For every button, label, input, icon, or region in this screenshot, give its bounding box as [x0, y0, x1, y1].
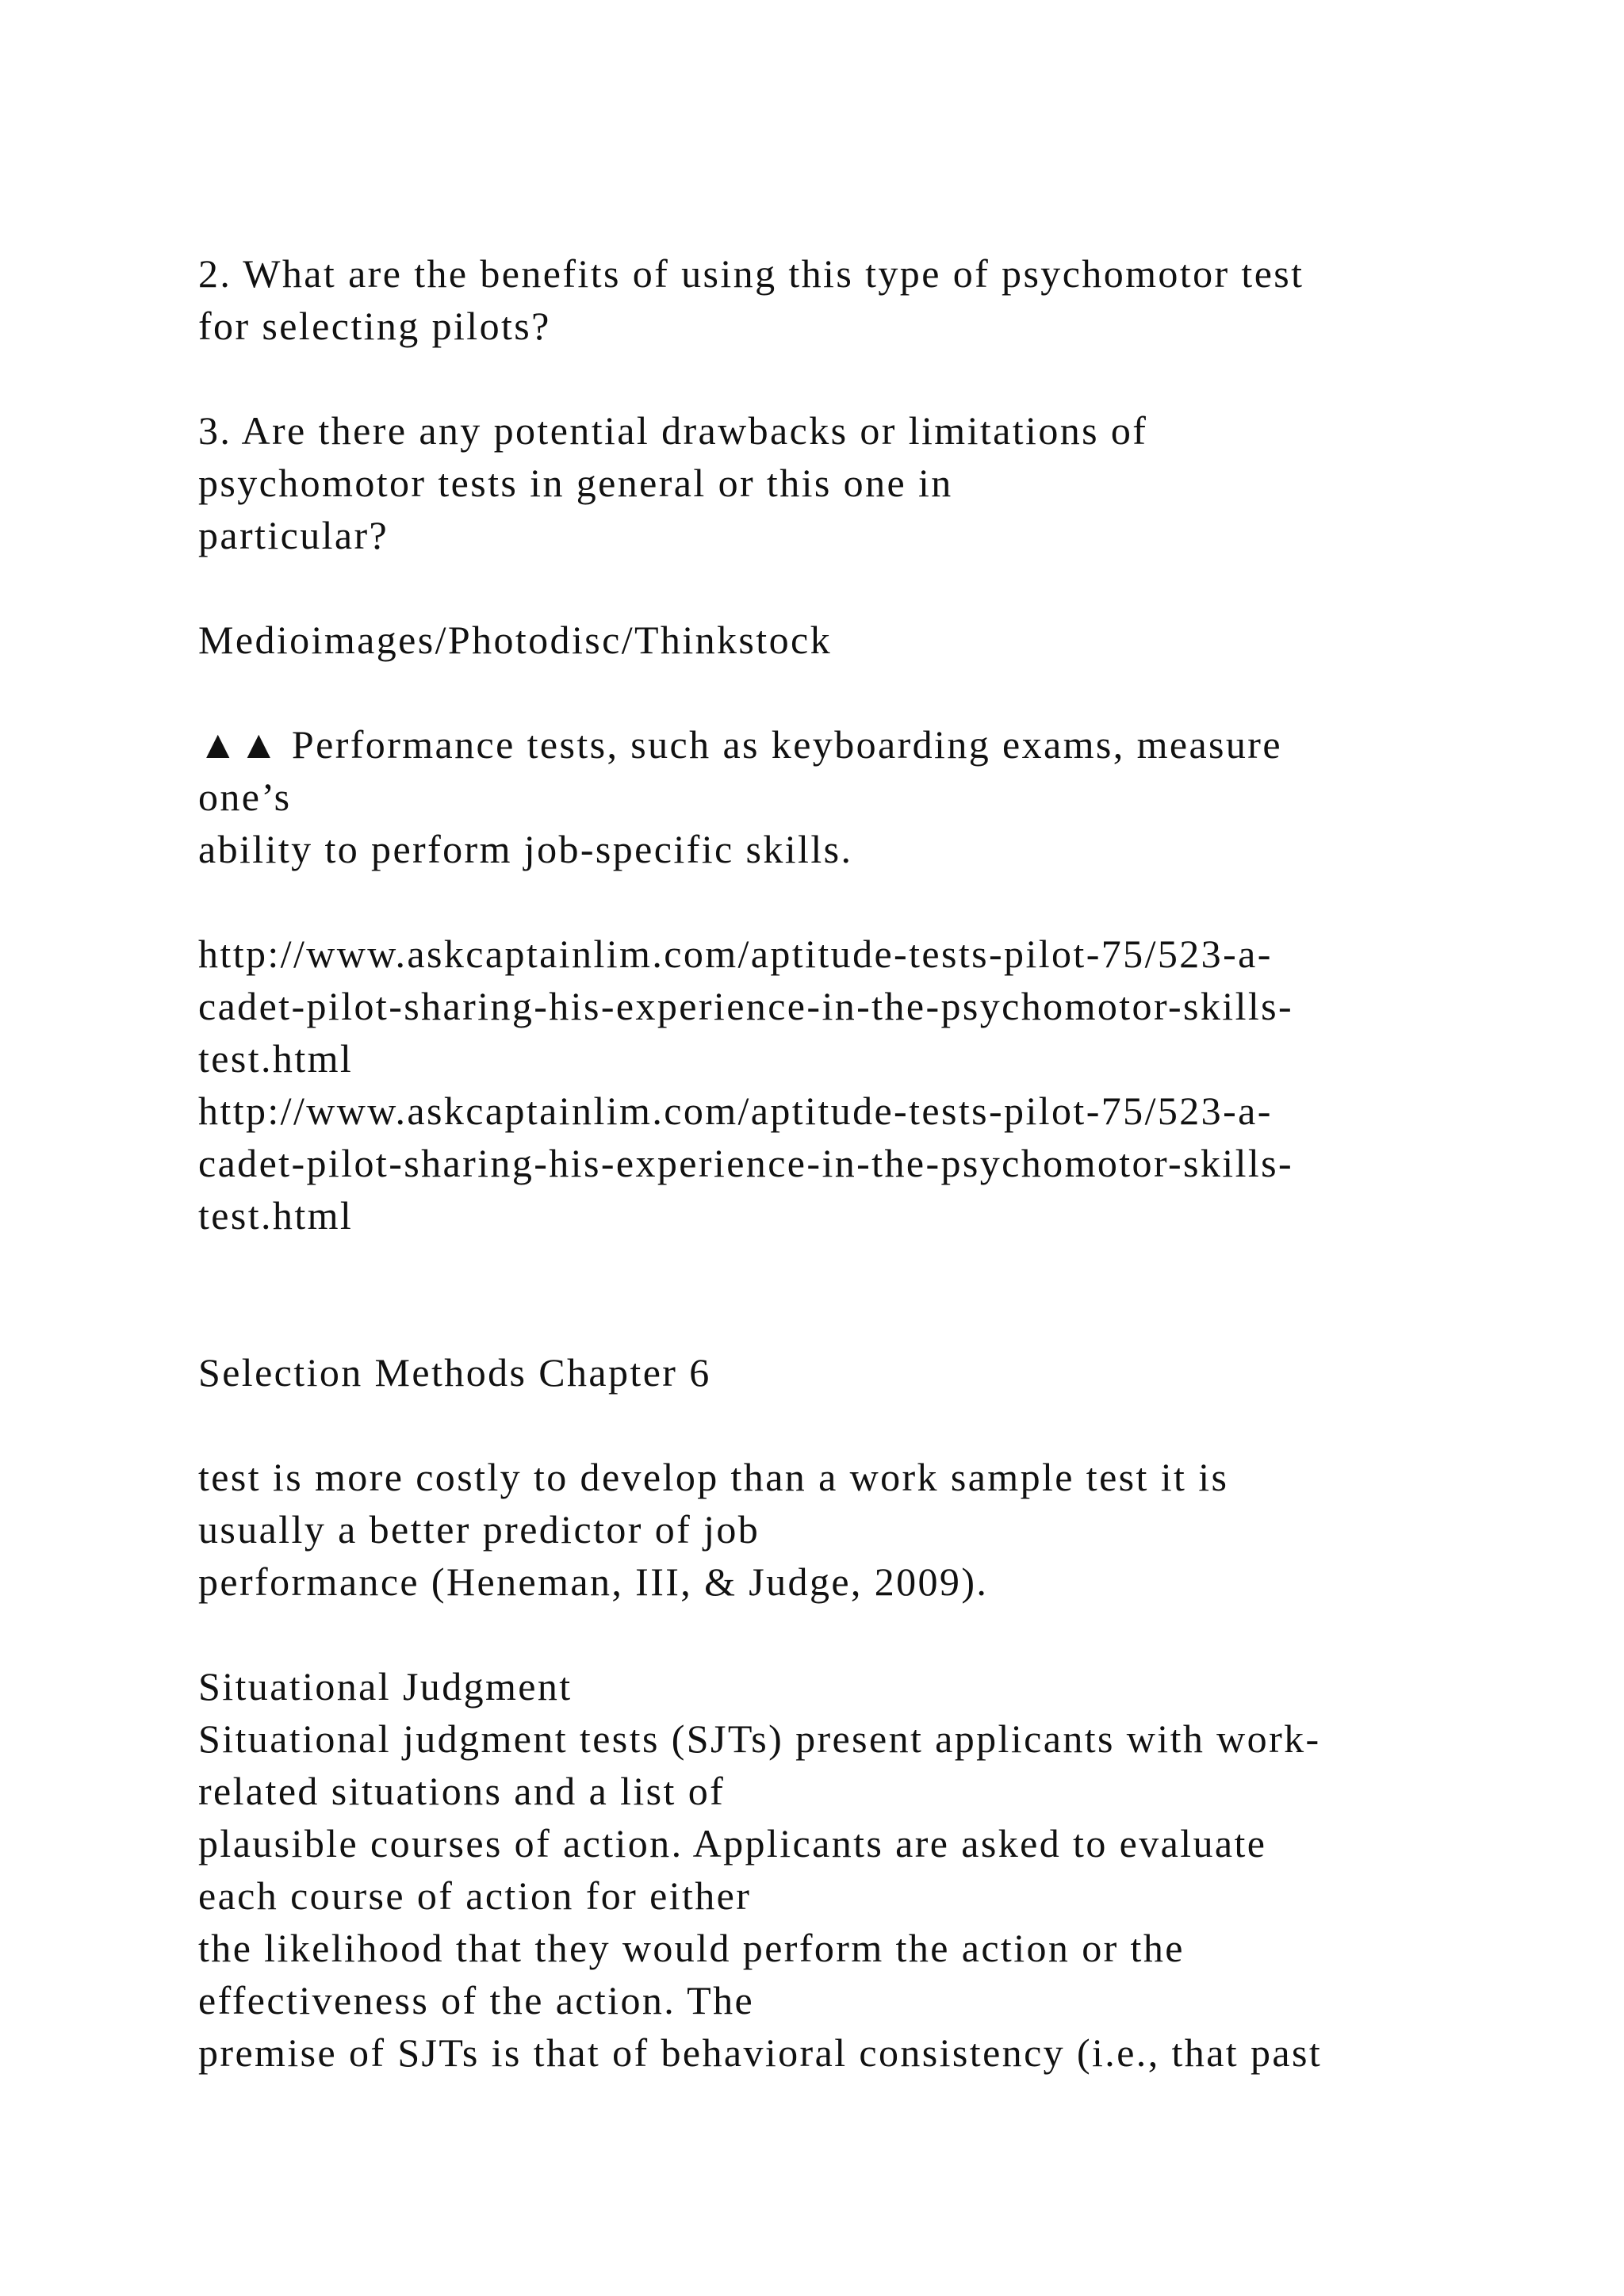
source-url-line-1[interactable]: http://www.askcaptainlim.com/aptitude-tests-pilot-75/523-a-: [198, 932, 1273, 976]
continuation-line-1: test is more costly to develop than a work sample test it is: [198, 1455, 1229, 1499]
question-3-line-2: psychomotor tests in general or this one in: [198, 461, 953, 505]
triangle-marker-icon: ▲▲: [198, 722, 280, 767]
running-head-text: Selection Methods Chapter 6: [198, 1350, 711, 1395]
source-url-line-5[interactable]: cadet-pilot-sharing-his-experience-in-the-psychomotor-skills-: [198, 1141, 1294, 1185]
question-2: [198, 247, 1546, 352]
photo-caption-line-1: [198, 718, 1546, 771]
source-url-line-4[interactable]: http://www.askcaptainlim.com/aptitude-tests-pilot-75/523-a-: [198, 1089, 1273, 1133]
source-url-line-3[interactable]: test.html: [198, 1036, 354, 1081]
photo-credit-text: Medioimages/Photodisc/Thinkstock: [198, 618, 832, 662]
continuation-line-2: usually a better predictor of job: [198, 1507, 760, 1552]
section-line-7: premise of SJTs is that of behavioral consistency (i.e., that past: [198, 2030, 1323, 2075]
section-line-2: related situations and a list of: [198, 1769, 726, 1813]
running-head: [198, 1346, 1546, 1399]
situational-judgment-section: [198, 1660, 1546, 2079]
continuation-line-3: performance (Heneman, III, & Judge, 2009).: [198, 1559, 989, 1604]
question-3: [198, 404, 1546, 561]
question-2-line-1: 2. What are the benefits of using this type of psychomotor test: [198, 251, 1304, 296]
photo-caption-text: Performance tests, such as keyboarding exams, measure: [291, 722, 1282, 767]
question-3-line-1: 3. Are there any potential drawbacks or limitations of: [198, 408, 1148, 453]
section-line-6: effectiveness of the action. The: [198, 1978, 755, 2022]
section-line-1: Situational judgment tests (SJTs) present applicants with work-: [198, 1716, 1321, 1761]
photo-credit: [198, 614, 1546, 666]
continuation-paragraph: [198, 1451, 1546, 1608]
section-line-5: the likelihood that they would perform the action or the: [198, 1926, 1185, 1970]
source-url-line-2[interactable]: cadet-pilot-sharing-his-experience-in-the-psychomotor-skills-: [198, 984, 1294, 1028]
photo-caption-line-3: ability to perform job-specific skills.: [198, 827, 853, 871]
section-heading: Situational Judgment: [198, 1664, 573, 1709]
question-3-line-3: particular?: [198, 513, 389, 557]
photo-caption-line-2: one’s: [198, 775, 292, 819]
question-2-line-2: for selecting pilots?: [198, 304, 551, 348]
section-line-3: plausible courses of action. Applicants are asked to evaluate: [198, 1821, 1267, 1866]
photo-caption: [198, 718, 1546, 875]
section-line-4: each course of action for either: [198, 1873, 752, 1918]
source-urls: [198, 928, 1546, 1242]
source-url-line-6[interactable]: test.html: [198, 1193, 354, 1238]
document-body: [198, 247, 1546, 2131]
